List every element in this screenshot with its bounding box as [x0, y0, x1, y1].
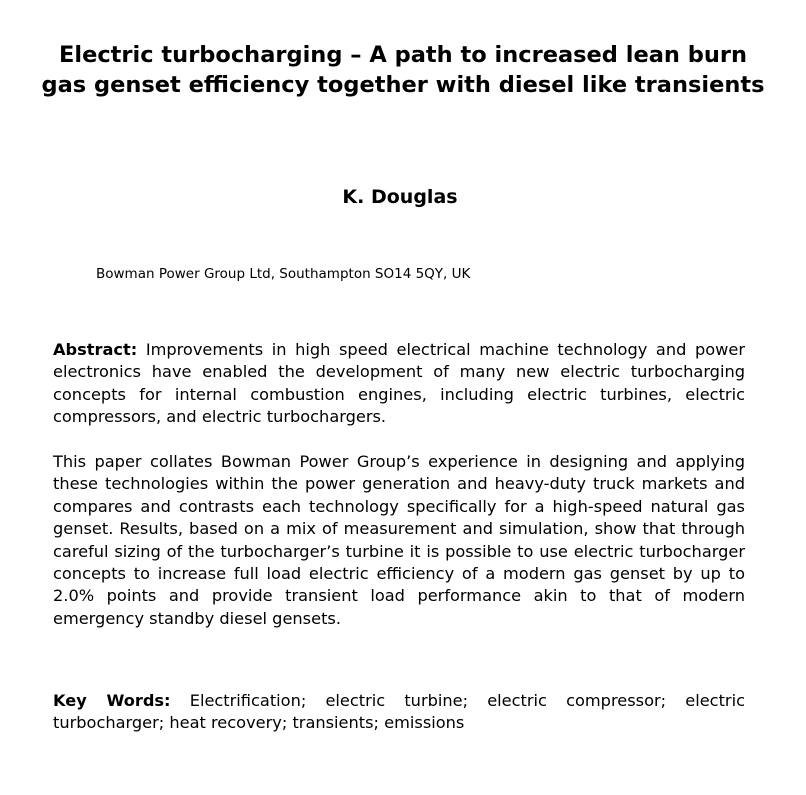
abstract-paragraph [53, 339, 745, 429]
paper-title: Electric turbocharging – A path to increased lean burn gas genset efficiency together with diesel like transients [41, 42, 765, 98]
author-name: K. Douglas [342, 186, 458, 208]
abstract-paragraph-2: This paper collates Bowman Power Group’s experience in designing and applying these technologies within the power generation and heavy-duty truck markets and compares and contrasts each technology specifically for a high-speed natural gas genset. Results, based on a mix of measurement and simulation, show that through careful sizing of the turbocharger’s turbine it is possible to use electric turbocharger concepts to increase full load electric efficiency of a modern gas genset by up to 2.0% points and provide transient load performance akin to that of modern emergency standby diesel gensets. [53, 452, 745, 628]
author-affiliation: Bowman Power Group Ltd, Southampton SO14 5QY, UK [96, 266, 471, 282]
keywords-text: Electrification; electric turbine; electric compressor; electric turbocharger; heat recovery; transients; emissions [53, 691, 745, 733]
abstract-text: Improvements in high speed electrical machine technology and power electronics have enabled the development of many new electric turbocharging concepts for internal combustion engines, including electric turbines, electric compressors, and electric turbochargers. [53, 340, 745, 427]
keywords-label: Key Words: [53, 691, 171, 710]
keywords-paragraph [53, 690, 745, 735]
abstract-label: Abstract: [53, 340, 138, 359]
